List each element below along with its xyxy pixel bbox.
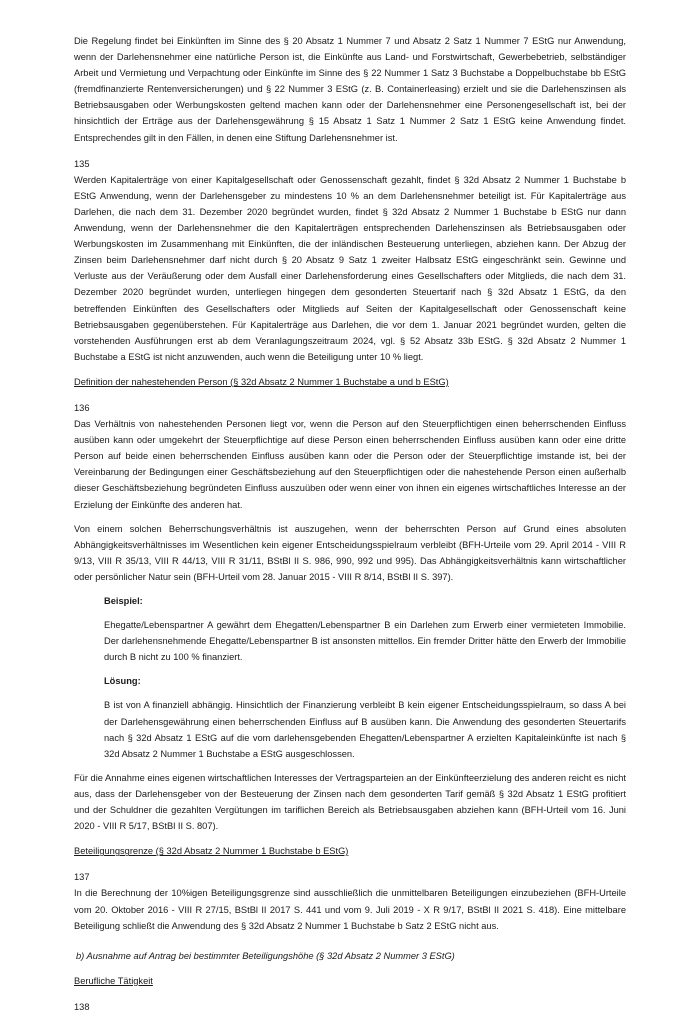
solution-label: Lösung: — [104, 676, 141, 687]
paragraph-135: Werden Kapitalerträge von einer Kapitalgesellschaft oder Genossenschaft gezahlt, findet § 32d Absatz 2 Nummer 1 Buchstabe b EStG Anwendung, wenn der Darlehensgeber zu mindestens 10 % an dem Darlehensnehmer beteiligt ist. Für Kapitalerträge aus Darlehen, die nach dem 31. Dezember 2020 begründet wurden, findet § 32d Absatz 2 Nummer 1 Buchstabe b EStG nur dann Anwendung, wenn der Darlehensnehmer die den Kapitalerträgen entsprechenden Darlehenszinsen als Betriebsausgaben oder Werbungskosten im Zusammenhang mit Einkünften, die der inländischen Besteuerung unterliegen, abziehen kann. Der Abzug der Zinsen beim Darlehensnehmer darf nicht durch § 20 Absatz 9 Satz 1 zweiter Halbsatz EStG eingeschränkt sein. Gewinne und Verluste aus der Veräußerung oder dem Ausfall einer Darlehensforderung eines Gesellschafters oder Mitglieds, die nach dem 31. Dezember 2020 begründet wurden, unterliegen hingegen dem gesonderten Steuertarif nach § 32d Absatz 1 EStG, da den betreffenden Einkünften des Gesellschafters oder Mitglieds auf Seiten der Kapitalgesellschaft oder Genossenschaft keine Betriebsausgaben gegenüberstehen. Für Kapitalerträge aus Darlehen, die vor dem 1. Januar 2021 begründet wurden, gelten die vorstehenden Ausführungen erst ab dem Veranlagungszeitraum 2024, vgl. § 52 Absatz 33b EStG. § 32d Absatz 2 Nummer 1 Buchstabe a EStG ist nicht anzuwenden, auch wenn die Beteiligung unter 10 % liegt. — [74, 174, 626, 362]
example-text: Ehegatte/Lebenspartner A gewährt dem Ehegatten/Lebenspartner B ein Darlehen zum Erwerb einer vermieteten Immobilie. Der darlehensnehmende Ehegatte/Lebenspartner B ist ansonsten mittellos. Ein fremder Dritter hätte den Erwerb der Immobilie durch B nicht zu 100 % finanziert. — [104, 620, 626, 663]
margin-number-136: 136 — [74, 402, 90, 413]
heading-berufliche-taetigkeit: Berufliche Tätigkeit — [74, 975, 153, 986]
paragraph-136-c: Für die Annahme eines eigenen wirtschaftlichen Interesses der Vertragsparteien an der Einkünfteerzielung des anderen reicht es nicht aus, dass der Darlehensgeber von der Besteuerung der Zinsen nach dem gesonderten Tarif gemäß § 32d Absatz 1 EStG profitiert und der Schuldner die gezahlten Vergütungen im tariflichen Bereich als Betriebsausgaben abziehen kann (BFH-Urteil vom 16. Juni 2020 - VIII R 5/17, BStBl II S. 807). — [74, 772, 626, 832]
paragraph-136-b: Von einem solchen Beherrschungsverhältnis ist auszugehen, wenn der beherrschten Person auf Grund eines absoluten Abhängigkeitsverhältnisses im Wesentlichen kein eigener Entscheidungsspielraum verbleibt (BFH-Urteile vom 29. April 2014 - VIII R 9/13, VIII R 35/13, VIII R 44/13, VIII R 31/11, BStBl II S. 986, 990, 992 und 995). Das Abhängigkeitsverhältnis kann wirtschaftlicher oder persönlicher Natur sein (BFH-Urteil vom 28. Januar 2015 - VIII R 8/14, BStBl II S. 397). — [74, 523, 626, 582]
paragraph-136-a: Das Verhältnis von nahestehenden Personen liegt vor, wenn die Person auf den Steuerpflichtigen einen beherrschenden Einfluss ausüben kann oder umgekehrt der Steuerpflichtige auf diese Person einen beherrschenden Einfluss ausüben kann oder eine dritte Person auf beide einen beherrschenden Einfluss ausüben kann oder die Person oder der Steuerpflichtige imstande ist, bei der Vereinbarung der Bedingungen einer Geschäftsbeziehung auf den Steuerpflichtigen oder die nahestehende Person einen außerhalb dieser Geschäftsbeziehung begründeten Einfluss auszuüben oder wenn einer von ihnen ein eigenes wirtschaftliches Interesse an der Erzielung der Einkünfte des anderen hat. — [74, 419, 626, 510]
paragraph-137: In die Berechnung der 10%igen Beteiligungsgrenze sind ausschließlich die unmittelbaren Beteiligungen einzubeziehen (BFH-Urteile vom 20. Oktober 2016 - VIII R 27/15, BStBl II 2017 S. 441 und vom 9. Juli 2019 - X R 9/17, BStBl II 2021 S. 418). Eine mittelbare Beteiligung schließt die Anwendung des § 32d Absatz 2 Nummer 1 Buchstabe b Satz 2 EStG nicht aus. — [74, 888, 626, 931]
subsection-title-b: b) Ausnahme auf Antrag bei bestimmter Beteiligungshöhe (§ 32d Absatz 2 Nummer 3 EStG) — [76, 950, 455, 961]
example-label: Beispiel: — [104, 596, 143, 606]
heading-definition-nahestehende-person: Definition der nahestehenden Person (§ 32d Absatz 2 Nummer 1 Buchstabe a und b EStG) — [74, 376, 449, 387]
margin-number-137: 137 — [74, 872, 90, 883]
example-block — [74, 593, 626, 762]
margin-number-135: 135 — [74, 158, 90, 169]
paragraph-intro: Die Regelung findet bei Einkünften im Sinne des § 20 Absatz 1 Nummer 7 und Absatz 2 Satz 1 Nummer 7 EStG nur Anwendung, wenn der Darlehensnehmer eine natürliche Person ist, die Einkünfte aus Land- und Forstwirtschaft, Gewerbebetrieb, selbständiger Arbeit und Vermietung und Verpachtung oder Einkünfte im Sinne des § 22 Nummer 1 Satz 3 Buchstabe a Doppelbuchstabe bb EStG (fremdfinanzierte Rentenversicherungen) und § 22 Nummer 3 EStG (z. B. Containerleasing) erzielt und sie die Darlehenszinsen als Betriebsausgaben oder Werbungskosten geltend machen kann oder der Darlehensnehmer eine Personengesellschaft ist, bei der hinsichtlich der Erträge aus der Darlehensgewährung § 15 Absatz 1 Satz 1 Nummer 2 Satz 1 EStG keine Anwendung findet. Entsprechendes gilt in den Fällen, in denen eine Stiftung Darlehensnehmer ist. — [74, 36, 626, 143]
heading-beteiligungsgrenze: Beteiligungsgrenze (§ 32d Absatz 2 Nummer 1 Buchstabe b EStG) — [74, 846, 349, 857]
solution-text: B ist von A finanziell abhängig. Hinsichtlich der Finanzierung verbleibt B kein eigener Entscheidungsspielraum, so dass A bei der Darlehensgewährung einen beherrschenden Einfluss auf B ausüben kann. Die Anwendung des gesonderten Steuertarifs nach § 32d Absatz 1 EStG auf die vom darlehensgebenden Ehegatten/Lebenspartner A erzielten Kapitaleinkünfte ist nach § 32d Absatz 2 Nummer 1 Buchstabe a EStG ausgeschlossen. — [104, 700, 626, 759]
margin-number-138: 138 — [74, 1001, 90, 1012]
